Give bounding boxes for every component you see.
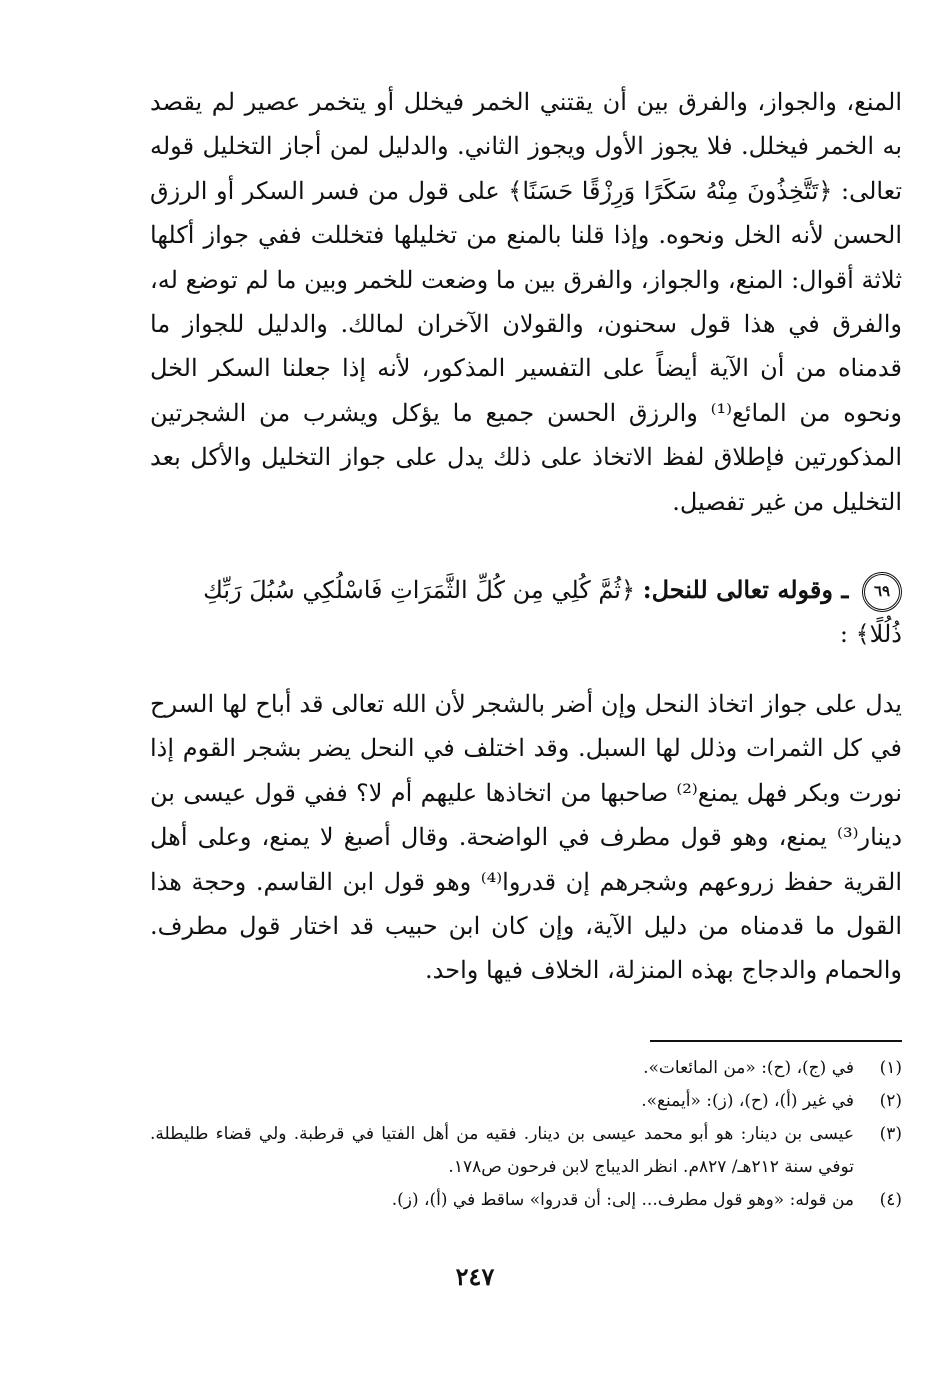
- footnote-number: (٢): [879, 1091, 902, 1111]
- footnote-number: (٤): [879, 1190, 902, 1210]
- footnote-item: [150, 1052, 902, 1085]
- footnote-number: (١): [879, 1058, 902, 1078]
- footnote-number: (٣): [879, 1124, 902, 1144]
- paragraph-2: يدل على جواز اتخاذ النحل وإن أضر بالشجر لأن الله تعالى قد أباح لها السرح في كل الثمرات وذلل لها السبل. وقد اختلف في النحل يضر بشجر القوم إذا نورت وبكر فهل يمنع⁽²⁾ صاحبها من اتخاذها عليهم أم لا؟ ففي قول عيسى بن دينار⁽³⁾ يمنع، وهو قول مطرف في الواضحة. وقال أصبغ لا يمنع، وعلى أهل القرية حفظ زروعهم وشجرهم إن قدروا⁽⁴⁾ وهو قول ابن القاسم. وحجة هذا القول ما قدمناه من دليل الآية، وإن كان ابن حبيب قد اختار قول مطرف. والحمام والدجاج بهذه المنزلة، الخلاف فيها واحد.: [150, 690, 902, 985]
- verse-intro: ـ وقوله تعالى للنحل:: [642, 575, 849, 604]
- footnote-item: [150, 1085, 902, 1118]
- verse-number-badge: ٦٩: [862, 572, 902, 612]
- paragraph-1: المنع، والجواز، والفرق بين أن يقتني الخمر فيخلل أو يتخمر عصير لم يقصد به الخمر فيخلل. فلا يجوز الأول ويجوز الثاني. والدليل لمن أجاز التخليل قوله تعالى: ﴿تَتَّخِذُونَ مِنْهُ سَكَرًا وَرِزْقًا حَسَنًا﴾ على قول من فسر السكر أو الرزق الحسن لأنه الخل ونحوه. وإذا قلنا بالمنع من تخليلها فتخللت ففي جواز أكلها ثلاثة أقوال: المنع، والجواز، والفرق بين ما وضعت للخمر وبين ما لم توضع له، والفرق في هذا قول سحنون، والقولان الآخران لمالك. والدليل للجواز ما قدمناه من أن الآية أيضاً على التفسير المذكور، لأنه إذا جعلنا السكر الخل ونحوه من المائع⁽¹⁾ والرزق الحسن جميع ما يؤكل ويشرب من الشجرتين المذكورتين فإطلاق لفظ الاتخاذ على ذلك يدل على جواز التخليل والأكل بعد التخليل من غير تفصيل.: [150, 88, 902, 516]
- footnote-text: من قوله: «وهو قول مطرف... إلى: أن قدروا» ساقط في (أ)، (ز).: [391, 1190, 854, 1210]
- verse-heading: [150, 568, 902, 656]
- verse-text: ﴿ثُمَّ كُلِي مِن كُلِّ الثَّمَرَاتِ فَاسْلُكِي سُبُلَ رَبِّكِ ذُلُلًا﴾ :: [203, 576, 902, 648]
- footnote-text: عيسى بن دينار: هو أبو محمد عيسى بن دينار. فقيه من أهل الفتيا في قرطبة. ولي قضاء طليطلة. توفي سنة ٢١٢هـ/ ٨٢٧م. انظر الديباج لابن فرحون ص١٧٨.: [150, 1124, 854, 1177]
- footnote-text: في (ج)، (ح): «من المائعات».: [643, 1058, 854, 1078]
- footnote-text: في غير (أ)، (ح)، (ز): «أيمنع».: [641, 1091, 854, 1111]
- footnote-item: [150, 1184, 902, 1217]
- page-number: ٢٤٧: [455, 1262, 495, 1291]
- footnote-divider: [650, 1040, 902, 1042]
- footnotes: [150, 1052, 902, 1217]
- footnote-item: [150, 1118, 902, 1184]
